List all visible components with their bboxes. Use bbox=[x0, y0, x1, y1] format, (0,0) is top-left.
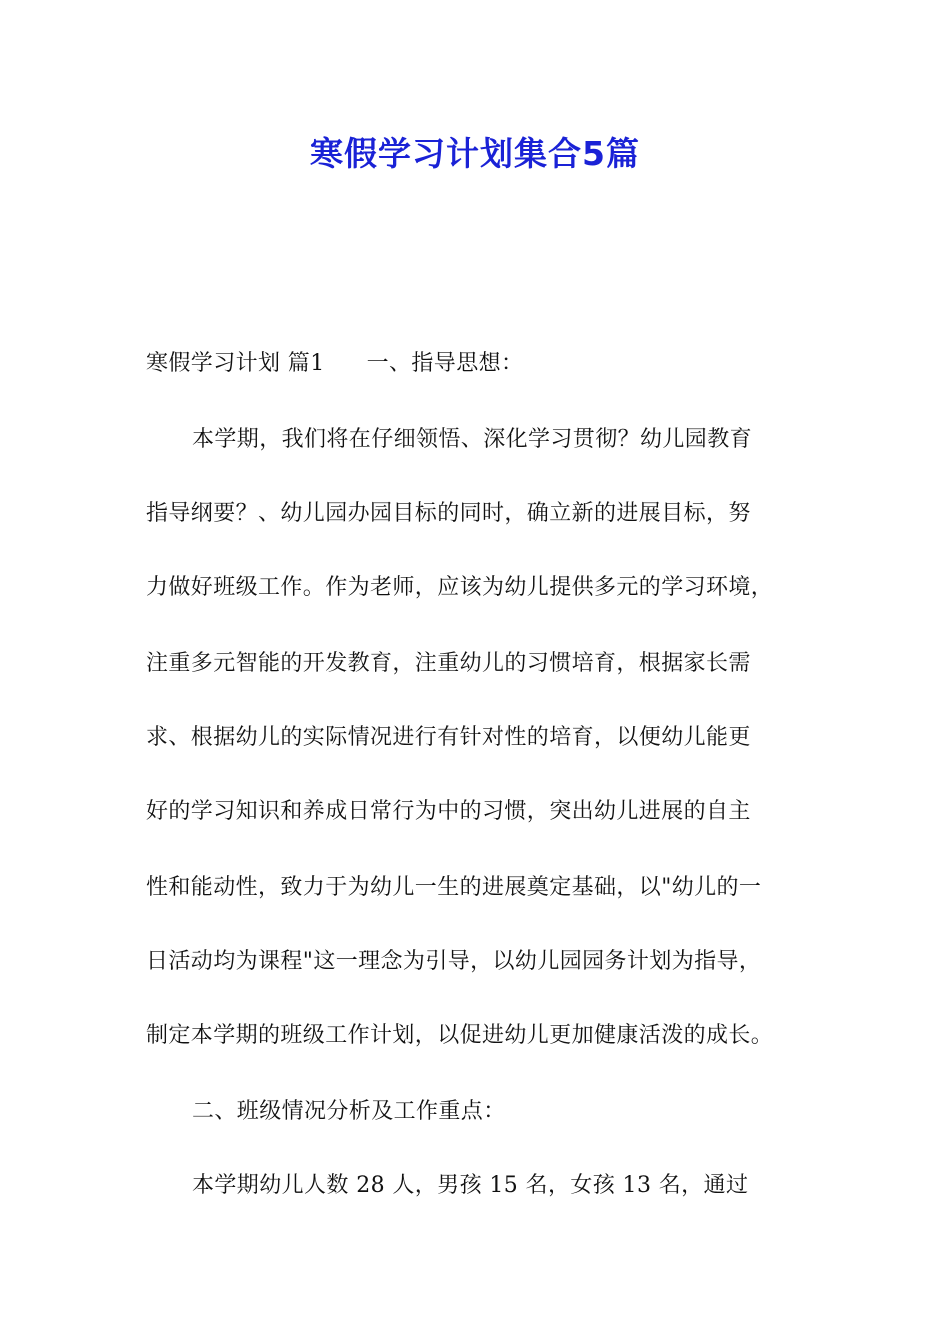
paragraph-line-5: 求、根据幼儿的实际情况进行有针对性的培育，以便幼儿能更 bbox=[146, 725, 751, 750]
paragraph-line-7: 性和能动性，致力于为幼儿一生的进展奠定基础，以"幼儿的一 bbox=[146, 875, 762, 900]
paragraph-line-2: 指导纲要？、幼儿园办园目标的同时，确立新的进展目标，努 bbox=[146, 501, 751, 526]
section-heading bbox=[146, 346, 523, 377]
document-title: 寒假学习计划集合5篇 bbox=[310, 134, 640, 173]
section-label: 寒假学习计划 篇1 bbox=[146, 351, 325, 376]
paragraph-line-4: 注重多元智能的开发教育，注重幼儿的习惯培育，根据家长需 bbox=[146, 651, 751, 676]
paragraph-line-6: 好的学习知识和养成日常行为中的习惯，突出幼儿进展的自主 bbox=[146, 799, 751, 824]
paragraph-line-1: 本学期，我们将在仔细领悟、深化学习贯彻？幼儿园教育 bbox=[192, 427, 753, 452]
section-sub-heading: 一、指导思想： bbox=[366, 351, 524, 376]
paragraph-line-9: 制定本学期的班级工作计划，以促进幼儿更加健康活泼的成长。 bbox=[146, 1023, 774, 1048]
paragraph-line-8: 日活动均为课程"这一理念为引导，以幼儿园园务计划为指导， bbox=[146, 949, 762, 974]
section-heading-2: 二、班级情况分析及工作重点： bbox=[192, 1099, 506, 1124]
paragraph-line-3: 力做好班级工作。作为老师，应该为幼儿提供多元的学习环境， bbox=[146, 575, 774, 600]
paragraph-line-10: 本学期幼儿人数 28 人，男孩 15 名，女孩 13 名，通过 bbox=[192, 1173, 749, 1198]
